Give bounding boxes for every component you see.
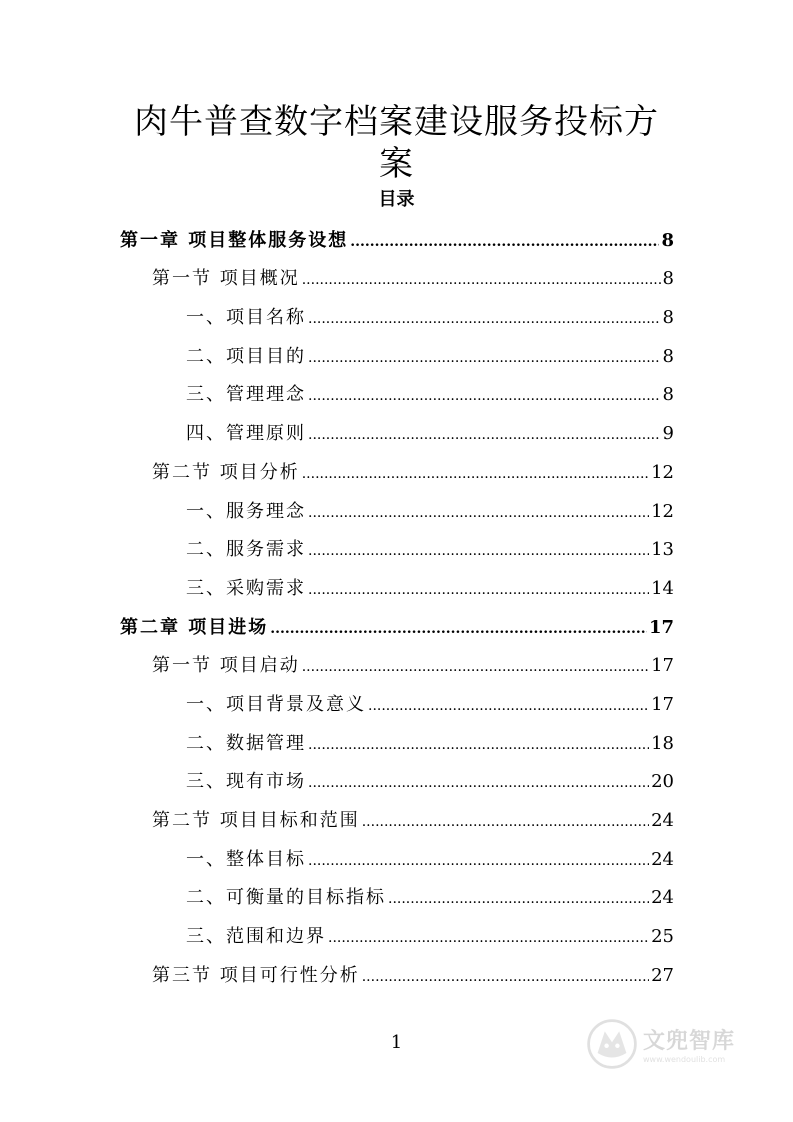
toc-entry-label: 一、服务理念 xyxy=(186,501,306,522)
toc-entry-page: 17 xyxy=(648,617,674,638)
toc-entry-label: 一、项目名称 xyxy=(186,307,306,328)
toc-entry-label: 第一节 项目概况 xyxy=(152,268,300,289)
toc-leader-dots xyxy=(302,659,649,675)
toc-entry-label: 四、管理原则 xyxy=(186,423,306,444)
toc-entry-item[interactable] xyxy=(186,574,674,600)
toc-leader-dots xyxy=(368,698,649,714)
toc-entry-section[interactable] xyxy=(152,651,674,677)
toc-entry-item[interactable] xyxy=(186,419,674,445)
toc-entry-item[interactable] xyxy=(186,845,674,871)
toc-entry-item[interactable] xyxy=(186,380,674,406)
toc-entry-page: 24 xyxy=(651,810,674,831)
toc-entry-item[interactable] xyxy=(186,883,674,909)
toc-entry-page: 8 xyxy=(662,384,674,405)
toc-entry-label: 一、项目背景及意义 xyxy=(186,694,366,715)
toc-entry-item[interactable] xyxy=(186,497,674,523)
toc-leader-dots xyxy=(308,582,649,598)
toc-leader-dots xyxy=(328,930,649,946)
toc-leader-dots xyxy=(308,427,661,443)
toc-leader-dots xyxy=(302,466,649,482)
toc-entry-label: 第二节 项目分析 xyxy=(152,462,300,483)
toc-entry-label: 第二章 项目进场 xyxy=(120,617,269,638)
toc-entry-item[interactable] xyxy=(186,535,674,561)
toc-entry-label: 三、现有市场 xyxy=(186,771,306,792)
toc-leader-dots xyxy=(308,543,649,559)
toc-entry-item[interactable] xyxy=(186,922,674,948)
toc-entry-section[interactable] xyxy=(152,806,674,832)
toc-entry-page: 17 xyxy=(651,694,674,715)
fox-logo-icon xyxy=(585,1017,639,1071)
toc-entry-page: 12 xyxy=(651,501,674,522)
toc-leader-dots xyxy=(308,737,649,753)
toc-leader-dots xyxy=(362,969,649,985)
toc-leader-dots xyxy=(308,853,649,869)
toc-entry-page: 9 xyxy=(662,423,674,444)
toc-entry-page: 17 xyxy=(651,655,674,676)
toc-entry-page: 8 xyxy=(662,307,674,328)
toc-entry-item[interactable] xyxy=(186,342,674,368)
toc-leader-dots xyxy=(308,311,661,327)
toc-leader-dots xyxy=(362,814,649,830)
toc-entry-label: 第一节 项目启动 xyxy=(152,655,300,676)
toc-entry-label: 二、项目目的 xyxy=(186,346,306,367)
toc-entry-item[interactable] xyxy=(186,690,674,716)
toc-entry-section[interactable] xyxy=(152,961,674,987)
toc-entry-page: 8 xyxy=(662,268,674,289)
toc-entry-page: 27 xyxy=(651,965,674,986)
toc-entry-item[interactable] xyxy=(186,767,674,793)
toc-entry-chapter[interactable] xyxy=(120,226,674,252)
toc-entry-label: 第二节 项目目标和范围 xyxy=(152,810,360,831)
toc-entry-label: 三、范围和边界 xyxy=(186,926,326,947)
toc-entry-page: 8 xyxy=(661,230,674,251)
toc-entry-page: 13 xyxy=(651,539,674,560)
toc-entry-label: 三、管理理念 xyxy=(186,384,306,405)
toc-leader-dots xyxy=(270,621,647,637)
toc-entry-page: 8 xyxy=(662,346,674,367)
toc-entry-item[interactable] xyxy=(186,303,674,329)
toc-entry-page: 12 xyxy=(651,462,674,483)
toc-entry-label: 第三节 项目可行性分析 xyxy=(152,965,360,986)
toc-entry-page: 24 xyxy=(651,849,674,870)
toc-leader-dots xyxy=(302,272,661,288)
toc-entry-page: 25 xyxy=(651,926,674,947)
toc-leader-dots xyxy=(308,505,649,521)
watermark xyxy=(585,1014,775,1074)
toc-entry-page: 14 xyxy=(651,578,674,599)
toc-entry-page: 20 xyxy=(651,771,674,792)
toc-entry-label: 二、服务需求 xyxy=(186,539,306,560)
page-number: 1 xyxy=(390,1032,403,1053)
toc-entry-page: 24 xyxy=(651,887,674,908)
toc-entry-section[interactable] xyxy=(152,264,674,290)
toc-entry-section[interactable] xyxy=(152,458,674,484)
toc-entry-label: 第一章 项目整体服务设想 xyxy=(120,230,349,251)
toc-entry-label: 三、采购需求 xyxy=(186,578,306,599)
document-title-line2: 案 xyxy=(379,144,414,184)
toc-leader-dots xyxy=(308,775,649,791)
toc-leader-dots xyxy=(308,350,661,366)
toc-leader-dots xyxy=(388,891,649,907)
toc-entry-item[interactable] xyxy=(186,729,674,755)
toc-heading: 目录 xyxy=(378,189,415,210)
toc-entry-chapter[interactable] xyxy=(120,613,674,639)
toc-entry-label: 一、整体目标 xyxy=(186,849,306,870)
toc-leader-dots xyxy=(308,388,661,404)
watermark-url: www.wendoulib.com xyxy=(643,1055,726,1064)
watermark-name: 文兜智库 xyxy=(643,1029,736,1054)
toc-entry-label: 二、数据管理 xyxy=(186,733,306,754)
toc-entry-label: 二、可衡量的目标指标 xyxy=(186,887,386,908)
toc-leader-dots xyxy=(350,234,659,250)
toc-entry-page: 18 xyxy=(651,733,674,754)
document-title-line1: 肉牛普查数字档案建设服务投标方 xyxy=(134,102,659,142)
